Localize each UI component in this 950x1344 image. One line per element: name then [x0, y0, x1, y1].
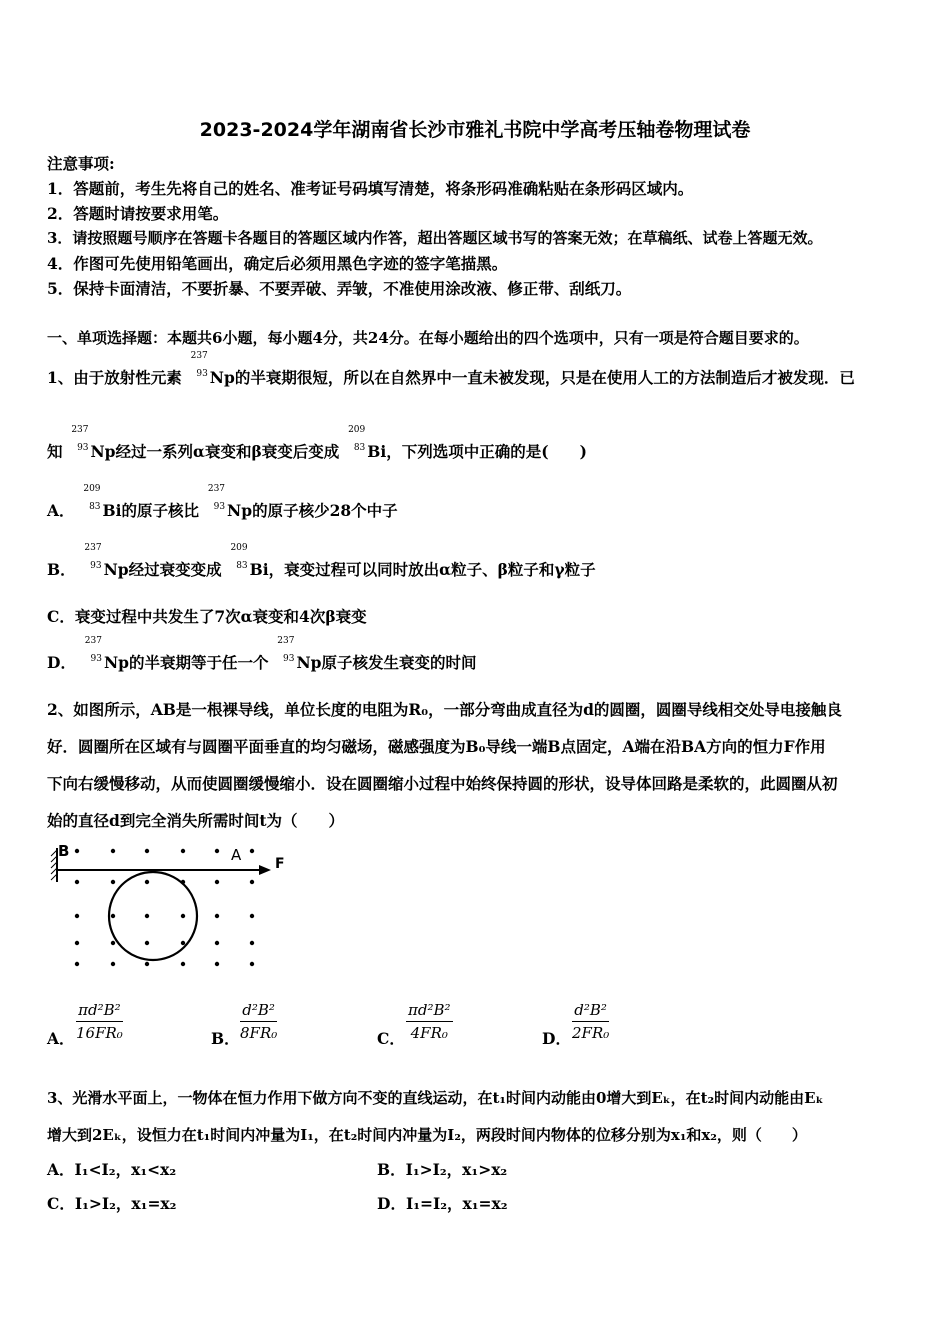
q1-stem-line: 1、由于放射性元素 237 93 Np的半衰期很短，所以在自然界中一直未被发现，只是在使用人工的方法制造后才被发现．已	[47, 350, 855, 387]
q2-option-c-fraction[interactable]: $\frac{\text{πd²B²}}{\text{4FR₀}}$	[408, 1001, 451, 1042]
q3-stem-line: 增大到2Eₖ，设恒力在t₁时间内冲量为I₁，在t₂时间内冲量为I₂，两段时间内物体的位移分别为x₁和x₂，则（ ）	[47, 1126, 807, 1144]
np-isotope: 237 93	[190, 350, 208, 379]
np-isotope: 237 93	[71, 424, 89, 453]
np-isotope: 237 93	[84, 635, 102, 664]
q1-option-d[interactable]: D． 237 93 Np的半衰期等于任一个 237 93 Np原子核发生衰变的时间	[47, 635, 477, 672]
notes-heading: 注意事项:	[47, 154, 115, 173]
q2-option-d-label[interactable]: D．	[542, 1029, 571, 1048]
notes-item: 4．作图可先使用铅笔画出，确定后必须用黑色字迹的签字笔描黑。	[47, 254, 508, 273]
q3-option-c[interactable]: C．I₁>I₂，x₁=x₂	[47, 1194, 177, 1213]
bi-isotope: 209 83	[348, 424, 366, 453]
page-title: 2023-2024学年湖南省长沙市雅礼书院中学高考压轴卷物理试卷	[199, 119, 751, 141]
q1-option-b[interactable]: B． 237 93 Np经过衰变变成 209 83 Bi，衰变过程可以同时放出α粒子、β粒子和γ粒子	[47, 542, 596, 579]
q3-option-d[interactable]: D．I₁=I₂，x₁=x₂	[377, 1194, 508, 1213]
q2-option-c-label[interactable]: C．	[377, 1029, 405, 1048]
q2-option-a-fraction[interactable]: $\frac{\text{πd²B²}}{\text{16FR₀}}$	[76, 1001, 123, 1042]
q1-option-a[interactable]: A． 209 83 Bi的原子核比 237 93 Np的原子核少28个中子	[47, 483, 398, 520]
notes-item: 2．答题时请按要求用笔。	[47, 204, 229, 223]
q2-stem-line: 好．圆圈所在区域有与圆圈平面垂直的均匀磁场，磁感强度为B₀导线一端B点固定，A端在沿BA方向的恒力F作用	[47, 737, 826, 756]
notes-item: 5．保持卡面清洁，不要折暴、不要弄破、弄皱，不准使用涂改液、修正带、刮纸刀。	[47, 279, 632, 298]
section-heading: 一、单项选择题：本题共6小题，每小题4分，共24分。在每小题给出的四个选项中，只有一项是符合题目要求的。	[47, 329, 809, 347]
q2-stem-line: 始的直径d到完全消失所需时间t为（ ）	[47, 811, 344, 830]
q3-option-a[interactable]: A．I₁<I₂，x₁<x₂	[47, 1160, 177, 1179]
q2-option-d-fraction[interactable]: $\frac{\text{d²B²}}{\text{2FR₀}}$	[572, 1001, 610, 1042]
np-isotope: 237 93	[277, 635, 295, 664]
notes-item: 1．答题前，考生先将自己的姓名、准考证号码填写清楚，将条形码准确粘贴在条形码区域内。	[47, 179, 694, 198]
q2-option-b-label[interactable]: B．	[211, 1029, 240, 1048]
q1-option-c[interactable]: C．衰变过程中共发生了7次α衰变和4次β衰变	[47, 607, 367, 626]
label-f: F	[275, 856, 285, 872]
bi-isotope: 209 83	[83, 483, 101, 512]
q3-option-b[interactable]: B．I₁>I₂，x₁>x₂	[377, 1160, 508, 1179]
bi-isotope: 209 83	[230, 542, 248, 571]
label-b: B	[58, 842, 70, 860]
notes-item: 3．请按照题号顺序在答题卡各题目的答题区域内作答，超出答题区域书写的答案无效；在草稿纸、试卷上答题无效。	[47, 229, 823, 247]
q2-figure	[45, 838, 295, 978]
q1-stem-line: 知 237 93 Np经过一系列α衰变和β衰变后变成 209 83 Bi，下列选项中正确的是( )	[47, 424, 587, 461]
q2-option-a-label[interactable]: A．	[47, 1029, 75, 1048]
label-a: A	[231, 846, 242, 864]
np-isotope: 237 93	[84, 542, 102, 571]
q2-stem-line: 2、如图所示，AB是一根裸导线，单位长度的电阻为R₀，一部分弯曲成直径为d的圆圈，圆圈导线相交处导电接触良	[47, 700, 842, 719]
q3-stem-line: 3、光滑水平面上，一物体在恒力作用下做方向不变的直线运动，在t₁时间内动能由0增大到Eₖ，在t₂时间内动能由Eₖ	[47, 1089, 824, 1107]
np-isotope: 237 93	[207, 483, 226, 512]
q2-stem-line: 下向右缓慢移动，从而使圆圈缓慢缩小．设在圆圈缩小过程中始终保持圆的形状，设导体回路是柔软的，此圆圈从初	[47, 774, 838, 793]
q2-option-b-fraction[interactable]: $\frac{\text{d²B²}}{\text{8FR₀}}$	[240, 1001, 278, 1042]
field-dots	[75, 849, 254, 966]
